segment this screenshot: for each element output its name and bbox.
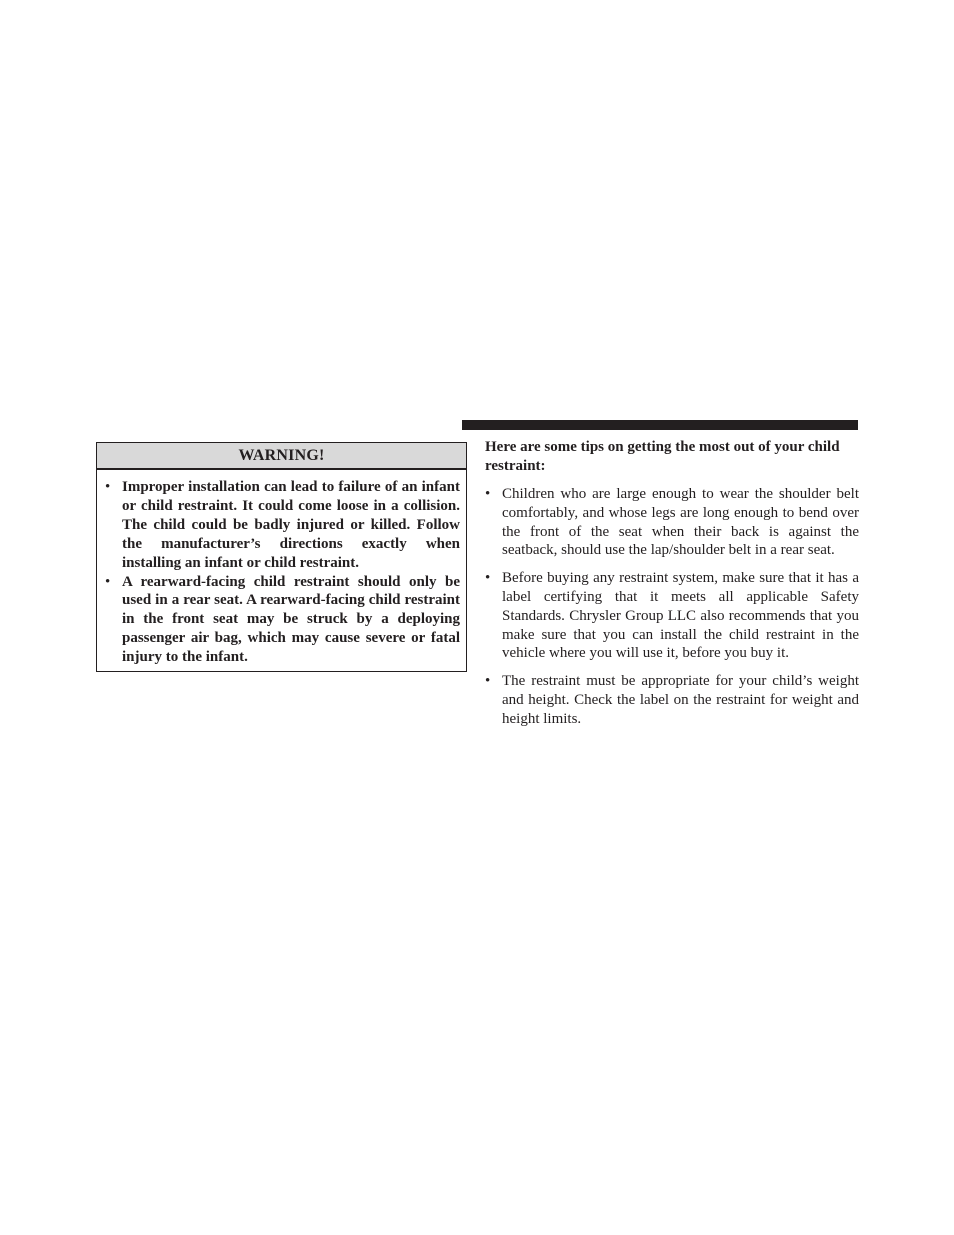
tip-item-text: Before buying any restraint system, make sure that it has a label certifying that it meets all applicable Safety Standards. Chrysler Group LLC also recommends that you make sure that you can install the child restraint in the vehicle where you will use it, before you buy it. (502, 570, 859, 662)
bullet-icon: • (105, 573, 111, 590)
warning-list (97, 470, 466, 667)
tip-item-text: Children who are large enough to wear the shoulder belt comfortably, and whose legs are long enough to bend over the front of the seat when their back is against the seatback, should use the lap/shoulder belt in a rear seat. (502, 486, 859, 559)
tip-item-text: The restraint must be appropriate for your child’s weight and height. Check the label on the restraint for weight and height limits. (502, 673, 859, 727)
warning-box (96, 442, 467, 672)
warning-item (105, 573, 460, 668)
tips-intro: Here are some tips on getting the most out of your child restraint: (485, 439, 840, 474)
tip-item (485, 672, 859, 728)
bullet-icon: • (485, 570, 491, 587)
warning-item (105, 478, 460, 573)
warning-title: WARNING! (97, 443, 466, 470)
warning-item-text: Improper installation can lead to failure of an infant or child restraint. It could come loose in a collision. The child could be badly injured or killed. Follow the manufacturer’s directions exactly when installing an infant or child restraint. (122, 479, 460, 571)
tip-item (485, 485, 859, 560)
bullet-icon: • (485, 486, 491, 502)
section-rule (462, 420, 858, 430)
warning-item-text: A rearward-facing child restraint should only be used in a rear seat. A rearward-facing child restraint in the front seat may be struck by a deploying passenger air bag, which may cause severe or fatal injury to the infant. (122, 573, 460, 666)
bullet-icon: • (485, 673, 491, 690)
bullet-icon: • (105, 479, 111, 495)
tip-item (485, 569, 859, 663)
tips-list (485, 485, 859, 738)
